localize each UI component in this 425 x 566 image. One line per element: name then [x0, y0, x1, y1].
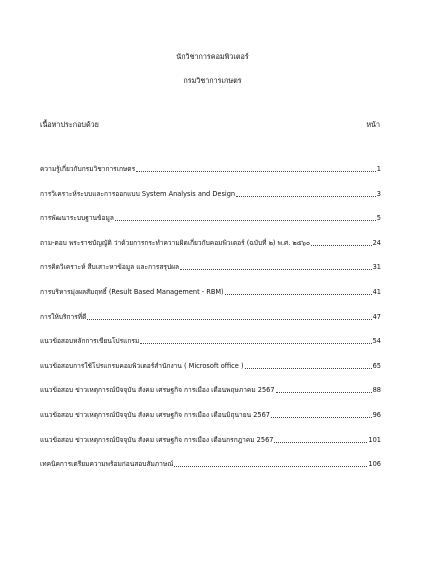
dot-leader	[136, 171, 376, 172]
toc-entry-page: 54	[372, 337, 381, 346]
dot-leader	[225, 294, 372, 295]
dot-leader	[236, 196, 376, 197]
toc-entry	[40, 260, 381, 272]
document-title: นักวิชาการคอมพิวเตอร์	[176, 52, 249, 61]
toc-entry-page: 47	[372, 312, 381, 321]
dot-leader	[180, 269, 372, 270]
toc-entry	[40, 285, 381, 297]
toc-entry	[40, 211, 381, 223]
toc-entry	[40, 334, 381, 346]
toc-entry-page: 24	[372, 238, 381, 247]
toc-entry-title: แนวข้อสอบหลักการเขียนโปรแกรม	[40, 337, 140, 346]
dot-leader	[311, 245, 372, 246]
toc-entry-title: การวิเคราะห์ระบบและการออกแบบ System Analysis and Design	[40, 189, 236, 198]
dot-leader	[276, 392, 372, 393]
toc-entry	[40, 433, 381, 445]
document-subtitle: กรมวิชาการเกษตร	[183, 76, 242, 85]
contents-heading: เนื้อหาประกอบด้วย	[40, 120, 99, 129]
toc-entry-title: ความรู้เกี่ยวกับกรมวิชาการเกษตร	[40, 165, 136, 173]
toc-entry-title: แนวข้อสอบการใช้โปรแกรมคอมพิวเตอร์สำนักงาน ( Microsoft office )	[40, 361, 244, 370]
toc-entry	[40, 187, 381, 199]
toc-entry	[40, 162, 381, 174]
dot-leader	[115, 220, 376, 221]
dot-leader	[274, 442, 367, 443]
dot-leader	[87, 319, 371, 320]
toc-entry	[40, 383, 381, 395]
toc-entry-title: การพัฒนาระบบฐานข้อมูล	[40, 214, 114, 223]
toc-entry	[40, 408, 381, 420]
toc-entry-page: 88	[372, 386, 381, 395]
toc-entry-page: 65	[372, 361, 381, 370]
toc-entry	[40, 236, 381, 248]
toc-entry-title: เทคนิคการเตรียมความพร้อมก่อนสอบสัมภาษณ์	[40, 460, 174, 469]
toc-entry-title: แนวข้อสอบ ข่าวเหตุการณ์ปัจจุบัน สังคม เศรษฐกิจ การเมือง เดือนพฤษภาคม 2567	[40, 386, 275, 395]
toc-entry-title: การให้บริการที่ดี	[40, 312, 87, 321]
toc-entry	[40, 359, 381, 371]
dot-leader	[245, 368, 372, 369]
toc-entry-title: การคิดวิเคราะห์ สืบเสาะหาข้อมูล และการสรุปผล	[40, 263, 179, 272]
dot-leader	[271, 417, 372, 418]
toc-entry-page: 1	[376, 165, 381, 173]
toc-entry-page: 96	[372, 411, 381, 419]
toc-entry-title: แนวข้อสอบ ข่าวเหตุการณ์ปัจจุบัน สังคม เศรษฐกิจ การเมือง เดือนมิถุนายน 2567	[40, 411, 270, 419]
toc-entry-page: 101	[368, 435, 381, 444]
toc-entry-title: ถาม-ตอบ พระราชบัญญัติ ว่าด้วยการกระทำความผิดเกี่ยวกับคอมพิวเตอร์ (ฉบับที่ ๒) พ.ศ. ๒๕๖๐	[40, 238, 310, 247]
toc-entry-title: แนวข้อสอบ ข่าวเหตุการณ์ปัจจุบัน สังคม เศรษฐกิจ การเมือง เดือนกรกฎาคม 2567	[40, 435, 274, 444]
contents-heading-row	[40, 120, 380, 130]
toc-entry	[40, 310, 381, 322]
toc-entry-page: 106	[368, 460, 381, 469]
toc-entry-page: 5	[376, 214, 381, 223]
toc-entry-page: 31	[372, 263, 381, 272]
toc-entry-page: 41	[372, 288, 381, 296]
toc-entry-title: การบริหารมุ่งผลสัมฤทธิ์ (Result Based Management - RBM)	[40, 288, 224, 296]
dot-leader	[174, 466, 367, 467]
page-column-heading: หน้า	[366, 120, 380, 129]
toc-entry-page: 3	[376, 189, 381, 198]
toc-entry	[40, 457, 381, 469]
dot-leader	[140, 343, 371, 344]
